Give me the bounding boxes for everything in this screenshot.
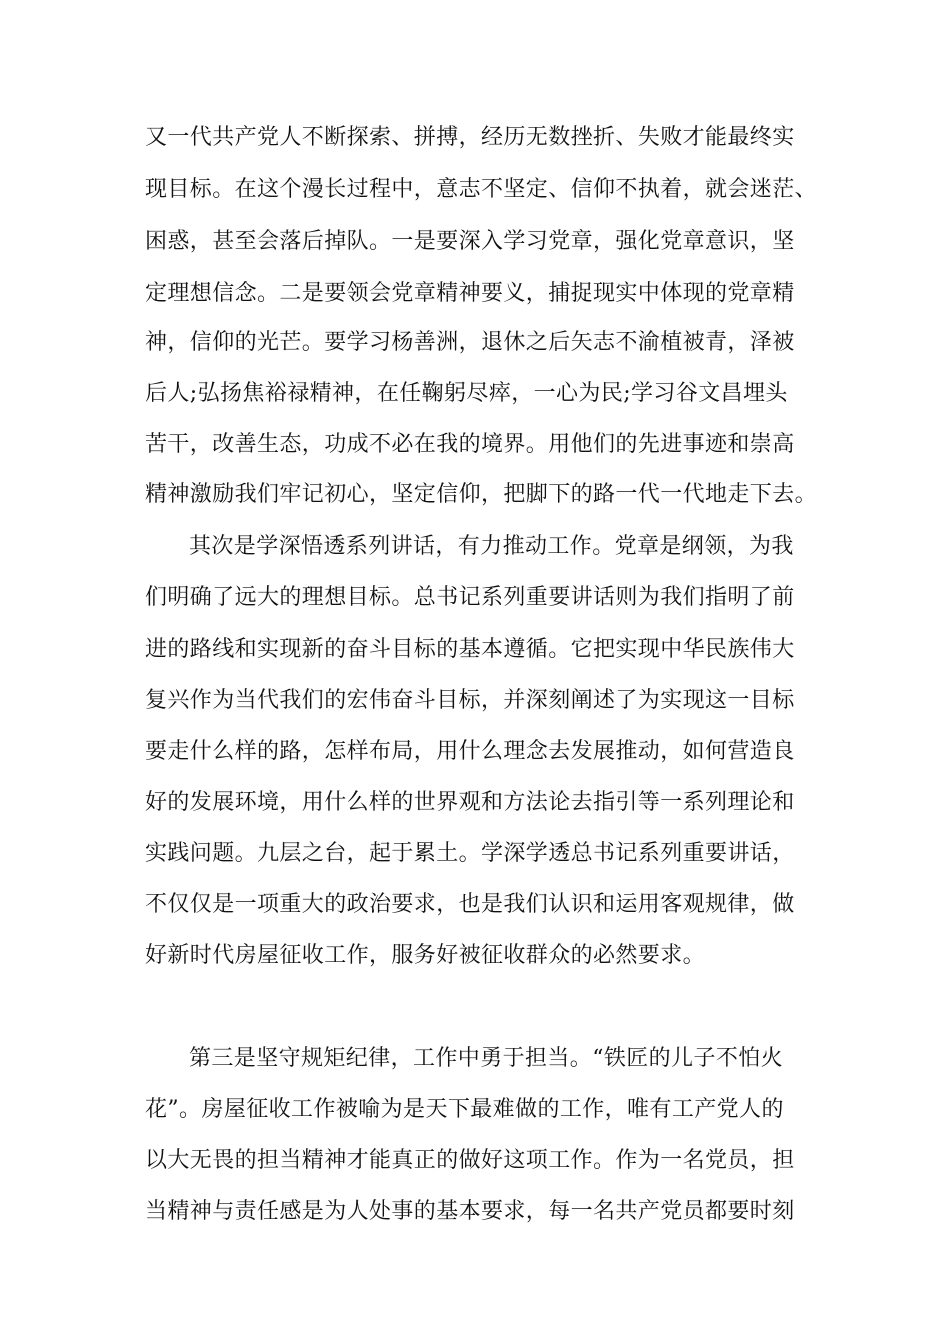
text-line: 花”。房屋征收工作被喻为是天下最难做的工作，唯有工产党人的	[145, 1097, 784, 1122]
text-line: 神，信仰的光芒。要学习杨善洲，退休之后矢志不渝植被青，泽被	[145, 330, 795, 355]
text-line: 当精神与责任感是为人处事的基本要求，每一名共产党员都要时刻	[145, 1199, 795, 1224]
paragraph-first-line: 第三是坚守规矩纪律，工作中勇于担当。“铁匠的儿子不怕火	[189, 1046, 784, 1071]
text-line: 实践问题。九层之台，起于累土。学深学透总书记系列重要讲话，	[145, 841, 795, 866]
text-line: 要走什么样的路，怎样布局，用什么理念去发展推动，如何营造良	[145, 739, 795, 764]
text-line: 复兴作为当代我们的宏伟奋斗目标，并深刻阐述了为实现这一目标	[145, 688, 795, 713]
paragraph-first-line: 其次是学深悟透系列讲话，有力推动工作。党章是纲领，为我	[189, 534, 794, 559]
text-line: 们明确了远大的理想目标。总书记系列重要讲话则为我们指明了前	[145, 585, 795, 610]
text-line: 苦干，改善生态，功成不必在我的境界。用他们的先进事迹和崇高	[145, 432, 795, 457]
text-line: 现目标。在这个漫长过程中，意志不坚定、信仰不执着，就会迷茫、	[145, 177, 818, 202]
text-line: 定理想信念。二是要领会党章精神要义，捕捉现实中体现的党章精	[145, 281, 795, 306]
text-line: 好的发展环境，用什么样的世界观和方法论去指引等一系列理论和	[145, 790, 795, 815]
text-line: 好新时代房屋征收工作，服务好被征收群众的必然要求。	[145, 943, 706, 968]
text-line: 进的路线和实现新的奋斗目标的基本遵循。它把实现中华民族伟大	[145, 637, 795, 662]
text-line: 又一代共产党人不断探索、拼搏，经历无数挫折、失败才能最终实	[145, 125, 795, 150]
text-line: 以大无畏的担当精神才能真正的做好这项工作。作为一名党员，担	[145, 1148, 795, 1173]
text-line: 后人;弘扬焦裕禄精神，在任鞠躬尽瘁，一心为民;学习谷文昌埋头	[145, 381, 788, 406]
text-line: 不仅仅是一项重大的政治要求，也是我们认识和运用客观规律，做	[145, 892, 795, 917]
text-line: 精神激励我们牢记初心，坚定信仰，把脚下的路一代一代地走下去。	[145, 482, 818, 507]
text-line: 困惑，甚至会落后掉队。一是要深入学习党章，强化党章意识，坚	[145, 229, 795, 254]
